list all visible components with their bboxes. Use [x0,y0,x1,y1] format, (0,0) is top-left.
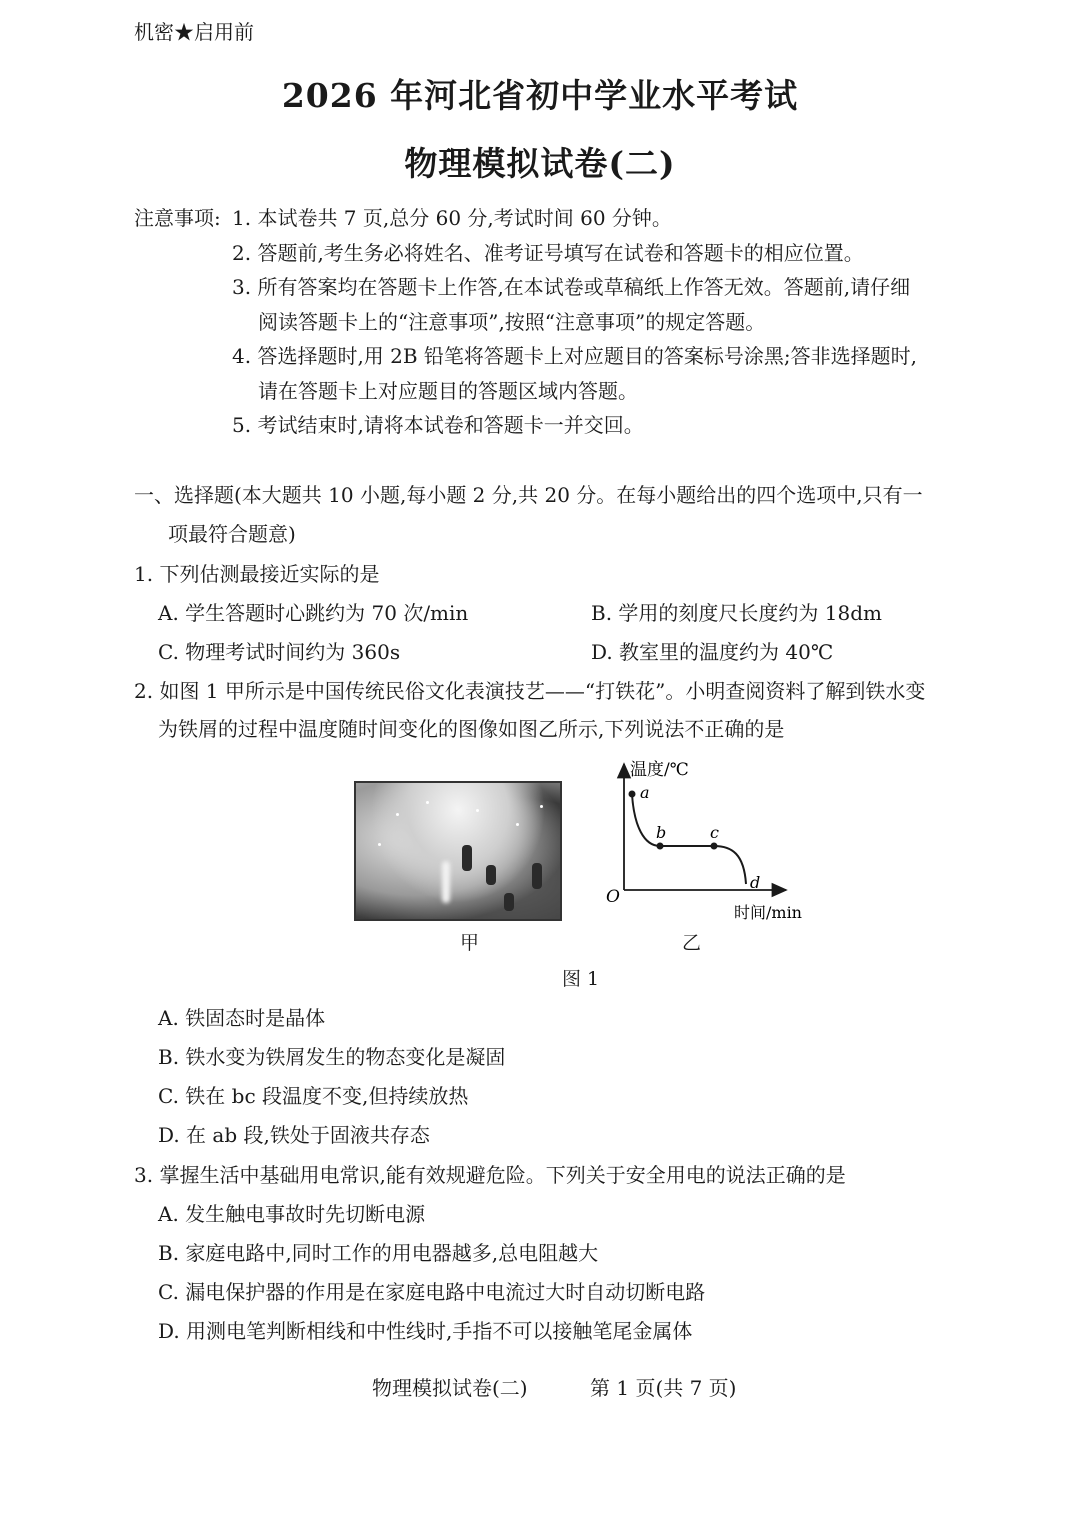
q2-option-a: A. 铁固态时是晶体 [158,1006,326,1030]
spectator-figure [532,863,542,889]
notice-item-3-cont: 阅读答题卡上的“注意事项”,按照“注意事项”的规定答题。 [258,310,766,334]
temperature-time-graph [600,756,820,926]
spark-dot [396,813,399,816]
sparks-glow [442,861,450,903]
notice-label: 注意事项: [134,206,221,230]
secrecy-label: 机密★启用前 [134,20,254,44]
spark-dot [476,809,479,812]
point-d-label: d [750,873,761,892]
spark-dot [378,843,381,846]
q3-option-d: D. 用测电笔判断相线和中性线时,手指不可以接触笔尾金属体 [158,1319,693,1343]
notice-item-4: 4. 答选择题时,用 2B 铅笔将答题卡上对应题目的答案标号涂黑;答非选择题时, [232,344,918,368]
q1-option-b: B. 学用的刻度尺长度约为 18dm [591,601,882,625]
cooling-curve [632,794,746,884]
q1-option-d: D. 教室里的温度约为 40℃ [591,640,834,664]
iron-flower-photo [354,781,562,921]
paper-title: 物理模拟试卷(二) [404,144,676,183]
spark-dot [540,805,543,808]
footer-page-number: 第 1 页(共 7 页) [590,1376,737,1400]
caption-jia: 甲 [460,932,480,954]
spark-dot [426,801,429,804]
q3-option-a: A. 发生触电事故时先切断电源 [158,1202,426,1226]
q3-option-c: C. 漏电保护器的作用是在家庭电路中电流过大时自动切断电路 [158,1280,706,1304]
origin-label: O [606,887,620,907]
notice-item-2: 2. 答题前,考生务必将姓名、准考证号填写在试卷和答题卡的相应位置。 [232,241,864,265]
q2-stem: 2. 如图 1 甲所示是中国传统民俗文化表演技艺——“打铁花”。小明查阅资料了解到铁水变 [134,679,926,703]
x-axis-label: 时间/min [734,903,802,922]
q2-option-c: C. 铁在 bc 段温度不变,但持续放热 [158,1084,469,1108]
performer-figure [462,845,472,871]
performer-figure [486,865,496,885]
q1-option-a: A. 学生答题时心跳约为 70 次/min [158,601,469,625]
section-heading: 一、选择题(本大题共 10 小题,每小题 2 分,共 20 分。在每小题给出的四个选项中,只有一 [134,483,923,507]
spectator-figure [504,893,514,911]
q2-stem-cont: 为铁屑的过程中温度随时间变化的图像如图乙所示,下列说法不正确的是 [158,717,785,741]
spark-dot [516,823,519,826]
caption-yi: 乙 [682,932,702,954]
point-b-marker [657,843,664,850]
point-a-marker [629,791,636,798]
q2-option-d: D. 在 ab 段,铁处于固液共存态 [158,1123,430,1147]
notice-item-1: 1. 本试卷共 7 页,总分 60 分,考试时间 60 分钟。 [232,206,672,230]
q1-option-c: C. 物理考试时间约为 360s [158,640,401,664]
q1-stem: 1. 下列估测最接近实际的是 [134,562,380,586]
figure-label: 图 1 [562,968,600,990]
section-heading-cont: 项最符合题意) [168,522,296,546]
q2-option-b: B. 铁水变为铁屑发生的物态变化是凝固 [158,1045,506,1069]
notice-item-4-cont: 请在答题卡上对应题目的答题区域内答题。 [258,379,638,403]
point-a-label: a [640,783,650,802]
point-c-marker [711,843,718,850]
q3-stem: 3. 掌握生活中基础用电常识,能有效规避危险。下列关于安全用电的说法正确的是 [134,1163,846,1187]
notice-item-5: 5. 考试结束时,请将本试卷和答题卡一并交回。 [232,413,644,437]
notice-item-3: 3. 所有答案均在答题卡上作答,在本试卷或草稿纸上作答无效。答题前,请仔细 [232,275,911,299]
footer-paper-name: 物理模拟试卷(二) [372,1376,528,1400]
exam-title: 2026 年河北省初中学业水平考试 [281,76,799,115]
point-c-label: c [710,823,719,842]
y-axis-label: 温度/℃ [630,760,689,780]
point-b-label: b [656,823,667,842]
q3-option-b: B. 家庭电路中,同时工作的用电器越多,总电阻越大 [158,1241,599,1265]
